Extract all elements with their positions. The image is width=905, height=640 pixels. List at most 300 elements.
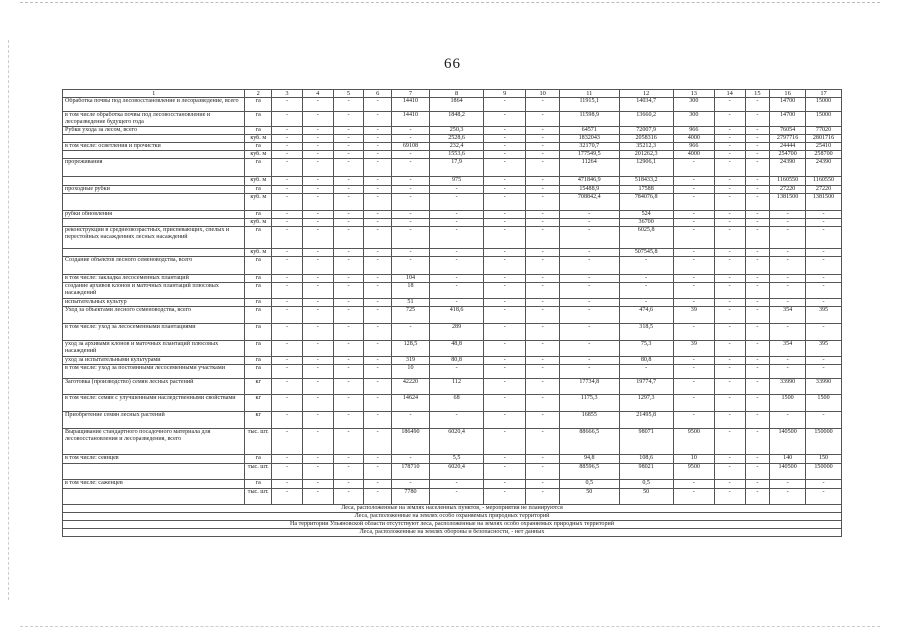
value-cell: - bbox=[364, 299, 392, 307]
value-cell: 17588 bbox=[619, 186, 673, 194]
value-cell: - bbox=[714, 249, 745, 257]
value-cell: - bbox=[673, 412, 714, 429]
table-row bbox=[63, 412, 842, 429]
value-cell: - bbox=[272, 283, 303, 299]
note-row bbox=[63, 505, 842, 513]
unit-cell: кг bbox=[245, 395, 272, 412]
table-row bbox=[63, 429, 842, 455]
value-cell: - bbox=[526, 412, 560, 429]
value-cell: - bbox=[806, 324, 842, 341]
value-cell: - bbox=[364, 211, 392, 219]
value-cell: 98071 bbox=[619, 429, 673, 455]
value-cell: - bbox=[364, 159, 392, 177]
value-cell: 474,6 bbox=[619, 307, 673, 324]
unit-cell: тыс. шт. bbox=[245, 489, 272, 505]
value-cell: - bbox=[526, 464, 560, 480]
unit-cell: га bbox=[245, 159, 272, 177]
value-cell: - bbox=[272, 194, 303, 211]
value-cell: - bbox=[333, 324, 364, 341]
value-cell: 15488,9 bbox=[560, 186, 619, 194]
value-cell: - bbox=[484, 194, 526, 211]
unit-cell: га bbox=[245, 299, 272, 307]
unit-cell: кг bbox=[245, 379, 272, 395]
value-cell: - bbox=[302, 135, 333, 143]
value-cell: - bbox=[272, 177, 303, 186]
value-cell: - bbox=[302, 159, 333, 177]
table-row bbox=[63, 177, 842, 186]
value-cell: - bbox=[392, 211, 430, 219]
unit-cell: кг bbox=[245, 412, 272, 429]
value-cell: - bbox=[302, 379, 333, 395]
value-cell: - bbox=[526, 98, 560, 112]
value-cell: - bbox=[526, 480, 560, 489]
column-number-cell: 17 bbox=[806, 90, 842, 98]
value-cell: - bbox=[272, 395, 303, 412]
value-cell: - bbox=[560, 357, 619, 365]
value-cell: - bbox=[302, 98, 333, 112]
value-cell: - bbox=[364, 143, 392, 151]
activity-name-cell: Приобретение семян лесных растений bbox=[63, 412, 245, 429]
value-cell: - bbox=[333, 395, 364, 412]
value-cell: 80,8 bbox=[619, 357, 673, 365]
value-cell: - bbox=[333, 112, 364, 127]
value-cell: - bbox=[302, 219, 333, 227]
value-cell: - bbox=[714, 135, 745, 143]
unit-cell: га bbox=[245, 480, 272, 489]
value-cell: - bbox=[806, 365, 842, 379]
value-cell: - bbox=[714, 159, 745, 177]
value-cell: - bbox=[770, 412, 806, 429]
value-cell: - bbox=[745, 341, 770, 357]
value-cell: - bbox=[526, 186, 560, 194]
value-cell: - bbox=[560, 219, 619, 227]
value-cell: 6020,4 bbox=[429, 464, 483, 480]
value-cell: - bbox=[302, 299, 333, 307]
value-cell: 17,9 bbox=[429, 159, 483, 177]
value-cell: 395 bbox=[806, 307, 842, 324]
value-cell: 1864 bbox=[429, 98, 483, 112]
value-cell: - bbox=[333, 341, 364, 357]
unit-cell: га bbox=[245, 127, 272, 135]
value-cell: 140500 bbox=[770, 464, 806, 480]
value-cell: 94,8 bbox=[560, 455, 619, 464]
value-cell: - bbox=[714, 307, 745, 324]
value-cell: - bbox=[429, 283, 483, 299]
value-cell: 150 bbox=[806, 455, 842, 464]
activity-name-cell: в том числе: сеянцев bbox=[63, 455, 245, 464]
value-cell: - bbox=[714, 395, 745, 412]
value-cell: - bbox=[484, 275, 526, 283]
column-number-cell: 7 bbox=[392, 90, 430, 98]
value-cell: - bbox=[364, 249, 392, 257]
column-number-cell: 8 bbox=[429, 90, 483, 98]
value-cell: - bbox=[484, 112, 526, 127]
value-cell: 10 bbox=[392, 365, 430, 379]
value-cell: - bbox=[364, 186, 392, 194]
value-cell: - bbox=[364, 455, 392, 464]
value-cell: - bbox=[364, 177, 392, 186]
value-cell: 6020,4 bbox=[429, 429, 483, 455]
unit-cell: га bbox=[245, 324, 272, 341]
value-cell: - bbox=[526, 112, 560, 127]
value-cell: - bbox=[673, 186, 714, 194]
value-cell: - bbox=[745, 143, 770, 151]
value-cell: - bbox=[484, 249, 526, 257]
value-cell: - bbox=[526, 357, 560, 365]
value-cell: - bbox=[526, 127, 560, 135]
scan-edge-left bbox=[8, 40, 9, 600]
value-cell: - bbox=[333, 135, 364, 143]
value-cell: - bbox=[745, 249, 770, 257]
value-cell: - bbox=[745, 186, 770, 194]
value-cell: - bbox=[806, 227, 842, 249]
value-cell: - bbox=[484, 227, 526, 249]
value-cell: 16855 bbox=[560, 412, 619, 429]
value-cell: - bbox=[714, 275, 745, 283]
activity-name-cell bbox=[63, 219, 245, 227]
value-cell: - bbox=[745, 283, 770, 299]
value-cell: 33990 bbox=[770, 379, 806, 395]
value-cell: 524 bbox=[619, 211, 673, 219]
value-cell: - bbox=[484, 219, 526, 227]
unit-cell: га bbox=[245, 365, 272, 379]
unit-cell: куб. м bbox=[245, 151, 272, 159]
unit-cell: га bbox=[245, 186, 272, 194]
value-cell: 128,5 bbox=[392, 341, 430, 357]
value-cell: - bbox=[302, 307, 333, 324]
unit-cell: га bbox=[245, 257, 272, 275]
value-cell: - bbox=[333, 194, 364, 211]
value-cell: - bbox=[806, 357, 842, 365]
value-cell: - bbox=[429, 211, 483, 219]
column-number-cell: 11 bbox=[560, 90, 619, 98]
column-number-cell: 10 bbox=[526, 90, 560, 98]
value-cell: 14700 bbox=[770, 112, 806, 127]
table-row bbox=[63, 455, 842, 464]
value-cell: 2801716 bbox=[806, 135, 842, 143]
value-cell: 24390 bbox=[806, 159, 842, 177]
value-cell: - bbox=[714, 365, 745, 379]
value-cell: - bbox=[364, 98, 392, 112]
value-cell: - bbox=[392, 186, 430, 194]
value-cell: - bbox=[484, 159, 526, 177]
value-cell: 50 bbox=[560, 489, 619, 505]
value-cell: - bbox=[770, 324, 806, 341]
value-cell: - bbox=[333, 257, 364, 275]
value-cell: - bbox=[714, 464, 745, 480]
value-cell: 9500 bbox=[673, 429, 714, 455]
table-row bbox=[63, 341, 842, 357]
value-cell: - bbox=[364, 489, 392, 505]
value-cell: 150000 bbox=[806, 464, 842, 480]
value-cell: 1297,3 bbox=[619, 395, 673, 412]
value-cell: 17734,8 bbox=[560, 379, 619, 395]
value-cell: - bbox=[429, 412, 483, 429]
value-cell: 10 bbox=[673, 455, 714, 464]
value-cell: 9500 bbox=[673, 464, 714, 480]
column-number-cell: 14 bbox=[714, 90, 745, 98]
value-cell: - bbox=[526, 159, 560, 177]
value-cell: - bbox=[484, 283, 526, 299]
activity-name-cell: прореживания bbox=[63, 159, 245, 177]
unit-cell: га bbox=[245, 283, 272, 299]
value-cell: 5,5 bbox=[429, 455, 483, 464]
value-cell: - bbox=[429, 489, 483, 505]
value-cell: 178710 bbox=[392, 464, 430, 480]
activity-name-cell: Уход за объектами лесного семеноводства, всего bbox=[63, 307, 245, 324]
value-cell: - bbox=[429, 275, 483, 283]
value-cell: - bbox=[302, 324, 333, 341]
value-cell: - bbox=[392, 135, 430, 143]
note-row bbox=[63, 513, 842, 521]
value-cell: - bbox=[333, 299, 364, 307]
value-cell: - bbox=[806, 257, 842, 275]
value-cell: 784076,8 bbox=[619, 194, 673, 211]
value-cell: - bbox=[745, 299, 770, 307]
value-cell: - bbox=[806, 299, 842, 307]
activity-name-cell bbox=[63, 135, 245, 143]
column-number-cell: 9 bbox=[484, 90, 526, 98]
value-cell: - bbox=[392, 177, 430, 186]
value-cell: - bbox=[333, 365, 364, 379]
value-cell: - bbox=[302, 464, 333, 480]
value-cell: - bbox=[333, 379, 364, 395]
note-cell: Леса, расположенные на землях особо охраняемых природных территорий bbox=[63, 513, 842, 521]
value-cell: - bbox=[714, 98, 745, 112]
value-cell: - bbox=[714, 227, 745, 249]
value-cell: - bbox=[302, 341, 333, 357]
value-cell: 1500 bbox=[770, 395, 806, 412]
value-cell: 104 bbox=[392, 275, 430, 283]
value-cell: - bbox=[526, 489, 560, 505]
value-cell: - bbox=[673, 227, 714, 249]
value-cell: 18 bbox=[392, 283, 430, 299]
value-cell: 1848,2 bbox=[429, 112, 483, 127]
activity-name-cell: уход за архивами клонов и маточных плантаций плюсовых насаждений bbox=[63, 341, 245, 357]
column-number-cell: 5 bbox=[333, 90, 364, 98]
value-cell: - bbox=[745, 257, 770, 275]
value-cell: 0,5 bbox=[560, 480, 619, 489]
value-cell: - bbox=[560, 275, 619, 283]
activity-name-cell: уход за испытательными культурами bbox=[63, 357, 245, 365]
value-cell: - bbox=[673, 194, 714, 211]
value-cell: - bbox=[560, 341, 619, 357]
unit-cell: га bbox=[245, 307, 272, 324]
value-cell: - bbox=[745, 219, 770, 227]
value-cell: - bbox=[526, 249, 560, 257]
value-cell: - bbox=[272, 307, 303, 324]
value-cell: - bbox=[302, 257, 333, 275]
activity-name-cell: создание архивов клонов и маточных плантаций плюсовых насаждений bbox=[63, 283, 245, 299]
value-cell: - bbox=[484, 324, 526, 341]
value-cell: - bbox=[364, 324, 392, 341]
table-row bbox=[63, 299, 842, 307]
value-cell: 319 bbox=[392, 357, 430, 365]
value-cell: - bbox=[484, 211, 526, 219]
value-cell: - bbox=[619, 365, 673, 379]
unit-cell: га bbox=[245, 143, 272, 151]
value-cell: - bbox=[673, 365, 714, 379]
value-cell: - bbox=[770, 211, 806, 219]
unit-cell: га bbox=[245, 211, 272, 219]
value-cell: - bbox=[526, 219, 560, 227]
value-cell: - bbox=[333, 275, 364, 283]
value-cell: - bbox=[429, 249, 483, 257]
value-cell: - bbox=[526, 227, 560, 249]
value-cell: - bbox=[333, 489, 364, 505]
value-cell: - bbox=[673, 275, 714, 283]
value-cell: - bbox=[806, 489, 842, 505]
activity-name-cell: рубки обновления bbox=[63, 211, 245, 219]
value-cell: - bbox=[364, 194, 392, 211]
table-header-row bbox=[63, 90, 842, 98]
value-cell: - bbox=[484, 395, 526, 412]
value-cell: - bbox=[745, 395, 770, 412]
value-cell: - bbox=[806, 211, 842, 219]
value-cell: 72007,9 bbox=[619, 127, 673, 135]
unit-cell: куб. м bbox=[245, 249, 272, 257]
value-cell: - bbox=[673, 159, 714, 177]
value-cell: - bbox=[429, 299, 483, 307]
value-cell: - bbox=[429, 219, 483, 227]
value-cell: - bbox=[392, 455, 430, 464]
value-cell: - bbox=[745, 151, 770, 159]
value-cell: - bbox=[302, 186, 333, 194]
value-cell: - bbox=[714, 455, 745, 464]
value-cell: - bbox=[333, 186, 364, 194]
table-row bbox=[63, 98, 842, 112]
value-cell: - bbox=[673, 283, 714, 299]
value-cell: 2528,6 bbox=[429, 135, 483, 143]
value-cell: 68 bbox=[429, 395, 483, 412]
value-cell: - bbox=[714, 127, 745, 135]
value-cell: - bbox=[770, 275, 806, 283]
value-cell: 98021 bbox=[619, 464, 673, 480]
value-cell: - bbox=[745, 98, 770, 112]
note-cell: Леса, расположенные на землях обороны и безопасности, - нет данных bbox=[63, 529, 842, 537]
value-cell: - bbox=[302, 283, 333, 299]
value-cell: 4000 bbox=[673, 135, 714, 143]
scan-edge-top bbox=[20, 2, 880, 3]
value-cell: 1553,6 bbox=[429, 151, 483, 159]
value-cell: 966 bbox=[673, 127, 714, 135]
value-cell: 25410 bbox=[806, 143, 842, 151]
value-cell: 0,5 bbox=[619, 480, 673, 489]
table-row bbox=[63, 219, 842, 227]
value-cell: 418,6 bbox=[429, 307, 483, 324]
value-cell: - bbox=[333, 480, 364, 489]
value-cell: - bbox=[526, 324, 560, 341]
value-cell: - bbox=[560, 249, 619, 257]
value-cell: - bbox=[770, 365, 806, 379]
value-cell: - bbox=[302, 412, 333, 429]
activity-name-cell bbox=[63, 249, 245, 257]
column-number-cell: 1 bbox=[63, 90, 245, 98]
value-cell: - bbox=[364, 464, 392, 480]
value-cell: 708842,4 bbox=[560, 194, 619, 211]
value-cell: - bbox=[484, 98, 526, 112]
value-cell: 80,8 bbox=[429, 357, 483, 365]
value-cell: 2058316 bbox=[619, 135, 673, 143]
value-cell: 250,3 bbox=[429, 127, 483, 135]
column-number-cell: 15 bbox=[745, 90, 770, 98]
value-cell: 318,5 bbox=[619, 324, 673, 341]
value-cell: - bbox=[745, 227, 770, 249]
value-cell: - bbox=[272, 489, 303, 505]
value-cell: 1832043 bbox=[560, 135, 619, 143]
value-cell: 14034,7 bbox=[619, 98, 673, 112]
value-cell: - bbox=[770, 227, 806, 249]
value-cell: - bbox=[673, 299, 714, 307]
value-cell: - bbox=[673, 480, 714, 489]
activity-name-cell: в том числе: саженцев bbox=[63, 480, 245, 489]
table-row bbox=[63, 489, 842, 505]
value-cell: 50 bbox=[619, 489, 673, 505]
value-cell: - bbox=[333, 159, 364, 177]
value-cell: - bbox=[619, 299, 673, 307]
value-cell: - bbox=[745, 211, 770, 219]
value-cell: - bbox=[714, 489, 745, 505]
note-cell: На территории Ульяновской области отсутствуют леса, расположенные на землях особо охраняемых природных территорий bbox=[63, 521, 842, 529]
value-cell: - bbox=[364, 365, 392, 379]
activity-name-cell: Рубки ухода за лесом, всего bbox=[63, 127, 245, 135]
column-number-cell: 4 bbox=[302, 90, 333, 98]
value-cell: - bbox=[333, 429, 364, 455]
value-cell: - bbox=[272, 135, 303, 143]
value-cell: - bbox=[560, 211, 619, 219]
value-cell: - bbox=[364, 275, 392, 283]
value-cell: - bbox=[714, 379, 745, 395]
value-cell: - bbox=[714, 151, 745, 159]
table-row bbox=[63, 324, 842, 341]
value-cell: - bbox=[526, 194, 560, 211]
value-cell: 140 bbox=[770, 455, 806, 464]
unit-cell: га bbox=[245, 455, 272, 464]
value-cell: - bbox=[484, 429, 526, 455]
value-cell: - bbox=[364, 135, 392, 143]
value-cell: - bbox=[302, 395, 333, 412]
unit-cell: га bbox=[245, 275, 272, 283]
value-cell: - bbox=[770, 249, 806, 257]
value-cell: - bbox=[272, 143, 303, 151]
value-cell: - bbox=[484, 412, 526, 429]
value-cell: 7780 bbox=[392, 489, 430, 505]
table-row bbox=[63, 127, 842, 135]
value-cell: - bbox=[429, 365, 483, 379]
table-row bbox=[63, 283, 842, 299]
value-cell: - bbox=[714, 357, 745, 365]
value-cell: - bbox=[526, 455, 560, 464]
value-cell: - bbox=[526, 257, 560, 275]
value-cell: - bbox=[272, 186, 303, 194]
value-cell: - bbox=[806, 249, 842, 257]
value-cell: 42220 bbox=[392, 379, 430, 395]
value-cell: - bbox=[333, 412, 364, 429]
table-row bbox=[63, 227, 842, 249]
value-cell: 21495,8 bbox=[619, 412, 673, 429]
value-cell: - bbox=[745, 365, 770, 379]
value-cell: - bbox=[673, 257, 714, 275]
value-cell: - bbox=[392, 324, 430, 341]
value-cell: - bbox=[392, 159, 430, 177]
value-cell: - bbox=[673, 219, 714, 227]
value-cell: - bbox=[673, 324, 714, 341]
value-cell: - bbox=[714, 143, 745, 151]
value-cell: 140500 bbox=[770, 429, 806, 455]
value-cell: - bbox=[364, 283, 392, 299]
value-cell: - bbox=[745, 464, 770, 480]
value-cell: 254700 bbox=[770, 151, 806, 159]
